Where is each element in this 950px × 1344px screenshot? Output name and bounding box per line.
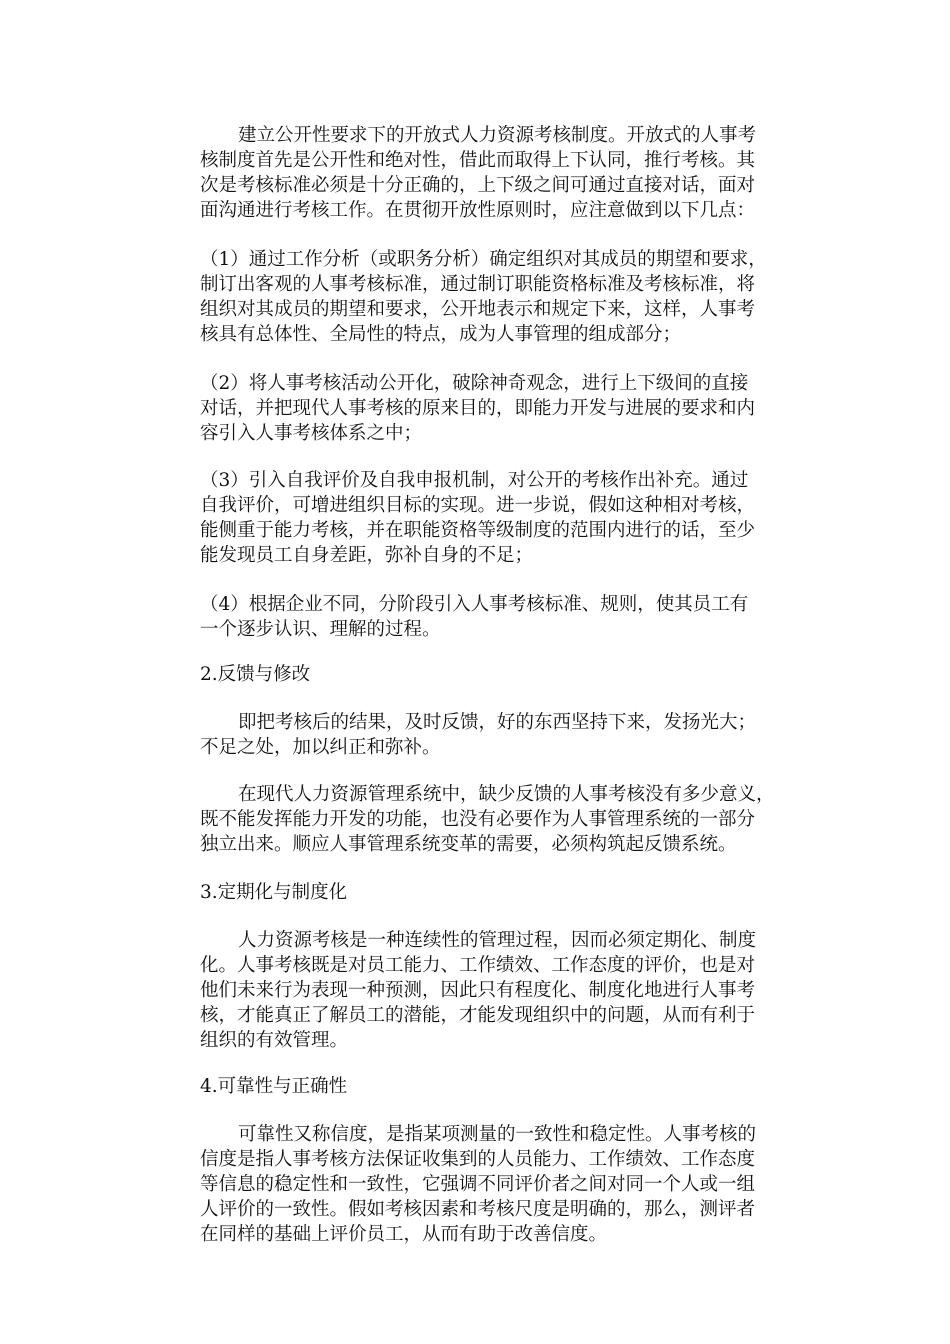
text-line: 能侧重于能力考核，并在职能资格等级制度的范围内进行的话，至少	[200, 520, 756, 541]
text-line: 可靠性又称信度，是指某项测量的一致性和稳定性。人事考核的	[238, 1124, 757, 1145]
intro-paragraph	[200, 123, 790, 223]
text-line: 在现代人力资源管理系统中，缺少反馈的人事考核没有多少意义，	[238, 784, 775, 805]
text-line: 核制度首先是公开性和绝对性，借此而取得上下认同，推行考核。其	[200, 150, 756, 171]
text-line: 即把考核后的结果，及时反馈，好的东西坚持下来，发扬光大；	[238, 712, 757, 733]
text-line: 化。人事考核既是对员工能力、工作绩效、工作态度的评价，也是对	[200, 955, 756, 976]
text-line: 人力资源考核是一种连续性的管理过程，因而必须定期化、制度	[238, 930, 757, 951]
text-line: 对话，并把现代人事考核的原来目的，即能力开发与进展的要求和内	[200, 398, 756, 419]
text-line: （3）引入自我评价及自我申报机制，对公开的考核作出补充。通过	[200, 470, 749, 491]
text-line: 独立出来。顺应人事管理系统变革的需要，必须构筑起反馈系统。	[200, 834, 737, 855]
text-line: 核，才能真正了解员工的潜能，才能发现组织中的问题，从而有利于	[200, 1005, 756, 1026]
text-line: 在同样的基础上评价员工，从而有助于改善信度。	[200, 1224, 608, 1245]
list-item-2	[200, 371, 790, 446]
text-line: 组织的有效管理。	[200, 1030, 349, 1051]
text-line: 建立公开性要求下的开放式人力资源考核制度。开放式的人事考	[238, 125, 757, 146]
list-item-4	[200, 592, 790, 642]
text-line: 次是考核标准必须是十分正确的，上下级之间可通过直接对话，面对	[200, 175, 756, 196]
section-2-paragraph-2	[200, 782, 790, 857]
text-line: 他们未来行为表现一种预测，因此只有程度化、制度化地进行人事考	[200, 980, 756, 1001]
section-2-paragraph-1	[200, 710, 790, 760]
list-item-1	[200, 247, 790, 347]
list-item-3	[200, 468, 790, 568]
text-line: （4）根据企业不同，分阶段引入人事考核标准、规则，使其员工有	[200, 594, 749, 615]
section-heading-2: 2.反馈与修改	[200, 664, 311, 685]
text-line: 人评价的一致性。假如考核因素和考核尺度是明确的，那么，测评者	[200, 1199, 756, 1220]
section-3-paragraph	[200, 928, 790, 1053]
text-line: 不足之处，加以纠正和弥补。	[200, 737, 441, 758]
text-line: 等信息的稳定性和一致性，它强调不同评价者之间对同一个人或一组	[200, 1174, 756, 1195]
text-line: 自我评价，可增进组织目标的实现。进一步说，假如这种相对考核，	[200, 495, 756, 516]
text-line: 容引入人事考核体系之中；	[200, 423, 423, 444]
text-line: 核具有总体性、全局性的特点，成为人事管理的组成部分；	[200, 324, 682, 345]
section-heading-4: 4.可靠性与正确性	[200, 1076, 348, 1097]
text-line: （1）通过工作分析（或职务分析）确定组织对其成员的期望和要求，	[200, 249, 767, 270]
text-line: 既不能发挥能力开发的功能，也没有必要作为人事管理系统的一部分	[200, 809, 756, 830]
text-line: 能发现员工自身差距，弥补自身的不足；	[200, 545, 534, 566]
text-line: （2）将人事考核活动公开化，破除神奇观念，进行上下级间的直接	[200, 373, 749, 394]
text-line: 制订出客观的人事考核标准，通过制订职能资格标准及考核标准，将	[200, 274, 756, 295]
section-4-paragraph	[200, 1122, 790, 1247]
text-line: 面沟通进行考核工作。在贯彻开放性原则时，应注意做到以下几点：	[200, 200, 756, 221]
text-line: 一个逐步认识、理解的过程。	[200, 619, 441, 640]
text-line: 组织对其成员的期望和要求，公开地表示和规定下来，这样，人事考	[200, 299, 756, 320]
text-line: 信度是指人事考核方法保证收集到的人员能力、工作绩效、工作态度	[200, 1149, 756, 1170]
section-heading-3: 3.定期化与制度化	[200, 882, 348, 903]
